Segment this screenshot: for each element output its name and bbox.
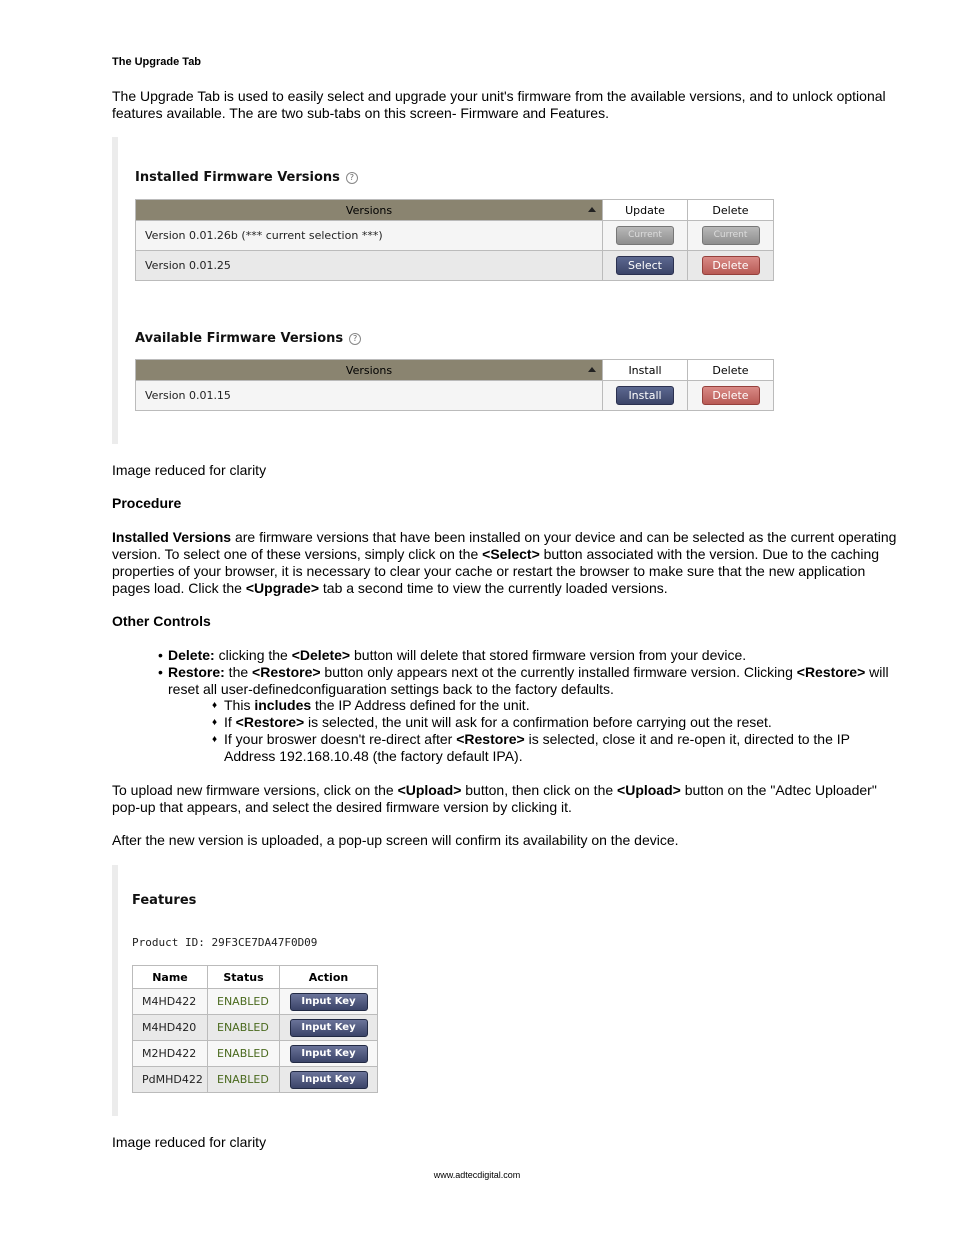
- product-id: Product ID: 29F3CE7DA47F0D09: [132, 936, 318, 949]
- status-column-header: Status: [208, 966, 280, 989]
- feature-name: M2HD422: [133, 1041, 208, 1067]
- version-cell: Version 0.01.26b (*** current selection ***): [136, 221, 603, 251]
- page-heading: The Upgrade Tab: [112, 56, 202, 68]
- available-firmware-title: Available Firmware Versions ?: [135, 331, 361, 346]
- procedure-heading: Procedure: [112, 495, 182, 511]
- footer-url: www.adtecdigital.com: [433, 1170, 521, 1180]
- install-button[interactable]: Install: [616, 386, 674, 405]
- sort-ascending-icon: [588, 207, 596, 212]
- table-row: [136, 221, 774, 251]
- table-row: [133, 1015, 378, 1041]
- input-key-button[interactable]: Input Key: [290, 1045, 368, 1063]
- installed-firmware-table: [135, 199, 774, 281]
- after-upload-paragraph: After the new version is uploaded, a pop-up screen will confirm its availability on the device.: [112, 832, 679, 848]
- version-cell: Version 0.01.15: [136, 381, 603, 411]
- delete-button[interactable]: Delete: [702, 256, 760, 275]
- update-column-header: Update: [603, 200, 688, 221]
- table-row: [133, 989, 378, 1015]
- table-row: [133, 1041, 378, 1067]
- select-button[interactable]: Select: [616, 256, 674, 275]
- delete-column-header: Delete: [688, 360, 774, 381]
- features-title: Features: [132, 893, 197, 908]
- sort-ascending-icon: [588, 367, 596, 372]
- delete-column-header: Delete: [688, 200, 774, 221]
- input-key-button[interactable]: Input Key: [290, 993, 368, 1011]
- features-table: [132, 965, 378, 1093]
- version-cell: Version 0.01.25: [136, 251, 603, 281]
- current-update-button: Current: [616, 226, 674, 245]
- input-key-button[interactable]: Input Key: [290, 1071, 368, 1089]
- help-icon[interactable]: ?: [349, 333, 361, 345]
- help-icon[interactable]: ?: [346, 172, 358, 184]
- features-screenshot: [112, 865, 408, 1116]
- list-item: ♦ If your broswer doesn't re-direct after <Restore> is selected, close it and re-open it, directed to the IP Address 192.168.10.48 (the factory default IPA).: [212, 731, 850, 764]
- feature-name: M4HD420: [133, 1015, 208, 1041]
- current-delete-button: Current: [702, 226, 760, 245]
- available-firmware-table: [135, 359, 774, 411]
- feature-status: ENABLED: [208, 1041, 280, 1067]
- table-row: [136, 251, 774, 281]
- controls-list: [158, 647, 898, 698]
- input-key-button[interactable]: Input Key: [290, 1019, 368, 1037]
- feature-name: PdMHD422: [133, 1067, 208, 1093]
- list-item: • Restore: the <Restore> button only appears next ot the currently installed firmware version. Clicking <Restore> will reset all user-definedconfiguaration settings back to the factory defaults.: [158, 664, 889, 697]
- name-column-header: Name: [133, 966, 208, 989]
- install-column-header: Install: [603, 360, 688, 381]
- feature-status: ENABLED: [208, 989, 280, 1015]
- procedure-paragraph: Installed Versions are firmware versions that have been installed on your device and can be selected as the current operating version. To select one of these versions, simply click on the <Select> button associated with the version. Due to the caching properties of your browser, it is necessary to clear your cache or restart the browser to make sure that the new application pages load. Click the <Upgrade> tab a second time to view the currently loaded versions.: [112, 529, 897, 596]
- image-caption: Image reduced for clarity: [112, 462, 267, 478]
- intro-paragraph: The Upgrade Tab is used to easily select and upgrade your unit's firmware from the available versions, and to unlock optional features available. The are two sub-tabs on this screen- Firmware and Features.: [112, 88, 886, 121]
- feature-status: ENABLED: [208, 1067, 280, 1093]
- action-column-header: Action: [280, 966, 378, 989]
- image-caption: Image reduced for clarity: [112, 1134, 267, 1150]
- feature-status: ENABLED: [208, 1015, 280, 1041]
- list-item: • Delete: clicking the <Delete> button will delete that stored firmware version from your device.: [158, 647, 747, 663]
- feature-name: M4HD422: [133, 989, 208, 1015]
- other-controls-heading: Other Controls: [112, 613, 211, 629]
- firmware-screenshot: [112, 137, 798, 444]
- upload-paragraph: To upload new firmware versions, click on the <Upload> button, then click on the <Upload> button on the "Adtec Uploader" pop-up that appears, and select the desired firmware version by clicking it.: [112, 782, 877, 815]
- table-row: [133, 1067, 378, 1093]
- versions-column-header[interactable]: Versions: [136, 360, 603, 381]
- delete-button[interactable]: Delete: [702, 386, 760, 405]
- restore-sub-list: [212, 697, 902, 765]
- installed-firmware-title: Installed Firmware Versions ?: [135, 170, 358, 185]
- versions-column-header[interactable]: Versions: [136, 200, 603, 221]
- table-row: [136, 381, 774, 411]
- list-item: ♦ This includes the IP Address defined for the unit.: [212, 697, 530, 713]
- list-item: ♦ If <Restore> is selected, the unit will ask for a confirmation before carrying out the reset.: [212, 714, 772, 730]
